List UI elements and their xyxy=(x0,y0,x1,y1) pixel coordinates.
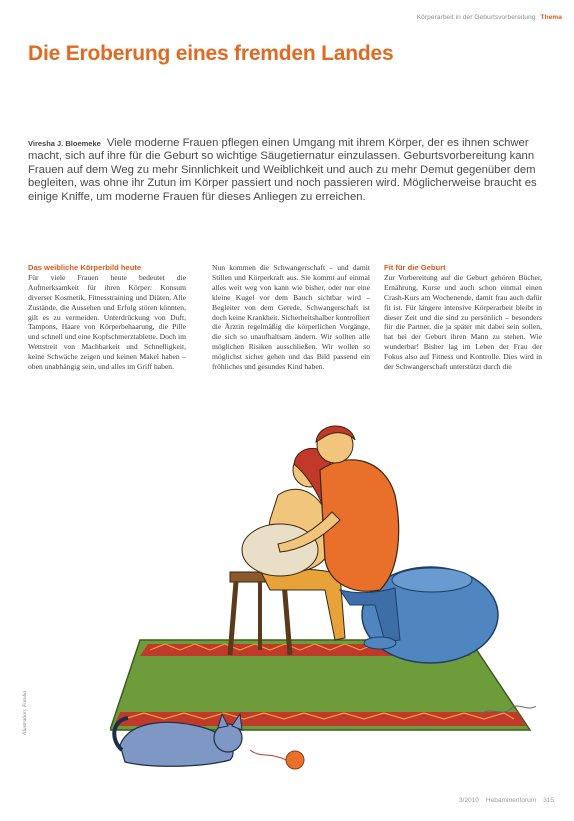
author-name: Viresha J. Bloemeke xyxy=(28,139,101,148)
page-footer xyxy=(452,797,554,804)
header-section: Körperarbeit in der Geburtsvorbereitung xyxy=(416,14,536,21)
yarn-ball xyxy=(286,751,304,769)
lead-paragraph xyxy=(28,137,548,204)
body-column-1 xyxy=(28,263,186,372)
column-text: Zur Vorbereitung auf die Geburt gehören Bücher, Ernährung, Kurse und auch schon einmal einen Crash-Kurs am Wochenende, damit frau auch dafür fit ist. Für längere intensive Körperarbeit bleibt in dieser Zeit und die sind zu persönlich – besonders für die Partner, die ja später mit dabei sein sollen, hat bei der Geburt ihren Mann zu stehen. Wie wunderbar! Bisher lag im Leben der Frau der Fokus also auf Fitness und Kontrolle. Dies wird in der Schwangerschaft unterstützt durch die xyxy=(384,272,542,372)
pouf-top xyxy=(392,568,472,592)
header-label: Thema xyxy=(540,14,562,21)
pregnancy-illustration xyxy=(110,400,566,775)
column-text: Für viele Frauen heute bedeutet die Aufmerksamkeit für ihren Körper: Konsum diverser Kosmetik, Fitnesstraining und Diäten. Alle Zustände, die Aussehen und Erfolg stören könnten, gilt es zu vermeiden. Unterdrückung von Duft, Tampons, Haare von Körperbehaarung, die Pille und schnell und eine Kopfschmerztablette. Doch im Wettstreit von Machbarkeit und Schnelligkeit, keine Schwäche zeigen und keinen Makel haben – oben unabhängig sein, und alles im Griff haben. xyxy=(28,272,186,372)
footer-page-number: 315 xyxy=(543,797,554,804)
woman-legs xyxy=(260,569,345,640)
footer-issue: 3/2010 xyxy=(459,797,479,804)
yarn-thread xyxy=(250,750,286,760)
column-heading: Das weibliche Körperbild heute xyxy=(28,263,142,272)
column-text: Nun kommen die Schwangerschaft – und damit Stillen und Körperkraft aus. Sie kommt auf einmal alles weit weg von kann wie bisher, oder nur eine kleine Kugel vor dem Bauch sichtbar wird – Begleiter von dem Gerede. Schwangerschaft ist doch keine Krankheit. Sicherheitshalber kontrolliert die Ärztin regelmäßig die körperlichen Vorgänge, die sich so unaufhaltsam ändern. Wir sollten alle möglichen Risiken ausschließen. Wir wollen so möglichst sicher gehen und das Bild passend ein fröhliches und gesundes Kind haben. xyxy=(212,263,370,372)
article-title: Die Eroberung eines fremden Landes xyxy=(28,42,394,65)
image-credit: Illustration: Fotolia xyxy=(22,690,28,735)
body-column-3 xyxy=(384,263,542,372)
column-heading: Fit für die Geburt xyxy=(384,263,446,272)
lead-text: Viele moderne Frauen pflegen einen Umgang mit ihrem Körper, der es ihnen schwer macht, sich auf ihre für die Geburt so wichtige Säugetiernatur einzulassen. Geburtsvorbereitung kann Frauen auf dem Weg zu mehr Sinnlichkeit und Weiblichkeit und auch zu mehr Demut gegenüber dem begleiten, was ohne ihr Zutun im Körper passiert und noch passieren wird. Möglicherweise braucht es einige Kniffe, um moderne Frauen für dieses Anliegen zu erreichen. xyxy=(28,137,537,203)
running-header xyxy=(417,14,562,21)
partner-shoe xyxy=(364,637,396,649)
footer-journal: Hebammenforum xyxy=(485,797,537,804)
body-column-2 xyxy=(212,263,370,372)
